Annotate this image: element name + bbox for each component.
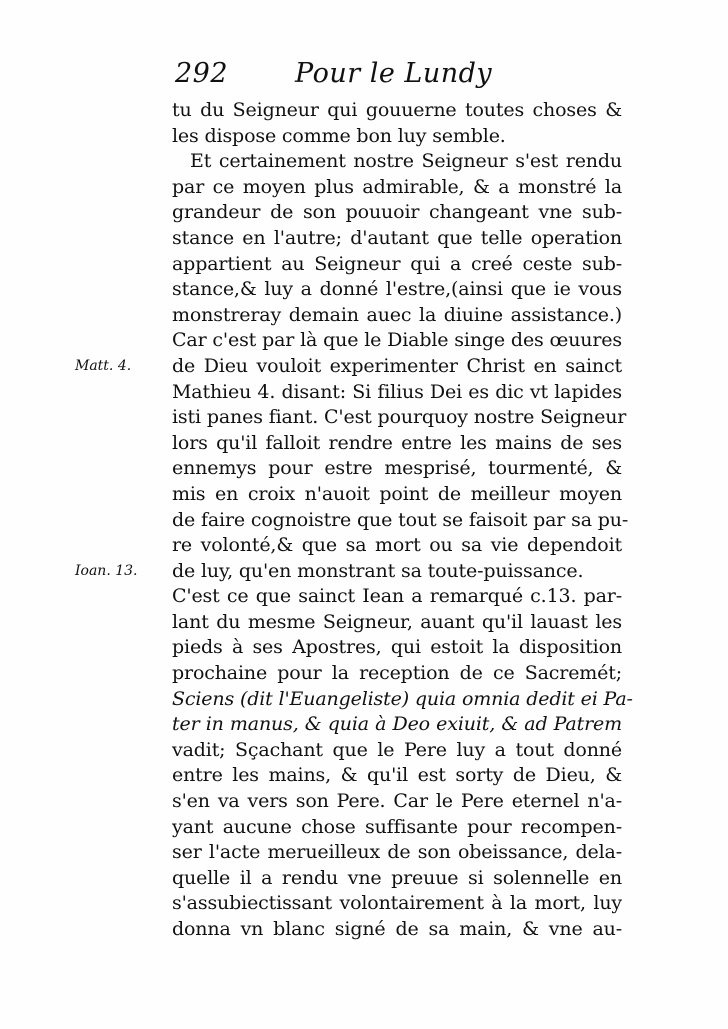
page-number: 292 — [175, 58, 229, 89]
text-line: appartient au Seigneur qui a creé ceste sub- — [172, 252, 622, 275]
text-line: pieds à ses Apostres, qui estoit la disposition — [172, 636, 622, 659]
text-line: isti panes fiant. C'est pourquoy nostre Seigneur — [172, 406, 627, 429]
text-line: tu du Seigneur qui gouuerne toutes choses & — [172, 99, 622, 121]
text-line: Mathieu 4. disant: Si filius Dei es dic vt lapides — [172, 380, 622, 403]
text-line: Sciens (dit l'Euangeliste) quia omnia dedit ei Pa- — [172, 687, 633, 710]
text-line: s'en va vers son Pere. Car le Pere eternel n'a- — [172, 790, 622, 813]
text-line: lors qu'il falloit rendre entre les mains de ses — [172, 431, 622, 454]
text-line: de Dieu vouloit experimenter Christ en sainct — [172, 354, 622, 377]
text-line: par ce moyen plus admirable, & a monstré la — [172, 175, 622, 198]
body-text — [172, 98, 633, 943]
margin-note-matthew: Matt. 4. — [75, 358, 132, 374]
text-line: mis en croix n'auoit point de meilleur moyen — [172, 482, 622, 505]
text-line: Et certainement nostre Seigneur s'est rendu — [190, 150, 622, 173]
text-line: yant aucune chose suffisante pour recompen- — [172, 815, 622, 838]
text-line: quelle il a rendu vne preuue si solennelle en — [172, 866, 622, 889]
page-header — [175, 58, 615, 98]
text-line: re volonté,& que sa mort ou sa vie dependoit — [172, 534, 622, 557]
text-line: stance en l'autre; d'autant que telle operation — [172, 226, 622, 249]
text-line: Car c'est par là que le Diable singe des œuures — [172, 329, 622, 352]
text-line: s'assubiectissant volontairement à la mort, luy — [172, 892, 622, 915]
text-line: monstreray demain auec la diuine assistance.) — [172, 303, 622, 326]
text-line: donna vn blanc signé de sa main, & vne au- — [172, 918, 622, 940]
text-line: ser l'acte merueilleux de son obeissance, dela- — [172, 841, 622, 864]
text-line: lant du mesme Seigneur, auant qu'il lauast les — [172, 610, 622, 633]
text-line: C'est ce que sainct Iean a remarqué c.13. par- — [172, 585, 622, 608]
text-line: les dispose comme bon luy semble. — [172, 124, 506, 147]
text-line: ennemys pour estre mesprisé, tourmenté, & — [172, 457, 622, 480]
text-line: de faire cognoistre que tout se faisoit par sa pu- — [172, 508, 629, 531]
text-line: entre les mains, & qu'il est sorty de Dieu, & — [172, 764, 622, 787]
running-title: Pour le Lundy — [295, 58, 493, 89]
text-line: vadit; Sçachant que le Pere luy a tout donné — [172, 738, 622, 761]
text-line: stance,& luy a donné l'estre,(ainsi que ie vous — [172, 278, 622, 301]
text-line: de luy, qu'en monstrant sa toute-puissance. — [172, 559, 584, 582]
margin-note-john: Ioan. 13. — [75, 563, 138, 579]
text-line: grandeur de son pouuoir changeant vne sub- — [172, 201, 622, 224]
text-line: ter in manus, & quia à Deo exiuit, & ad Patrem — [172, 713, 622, 736]
text-line: prochaine pour la reception de ce Sacremét; — [172, 662, 622, 685]
